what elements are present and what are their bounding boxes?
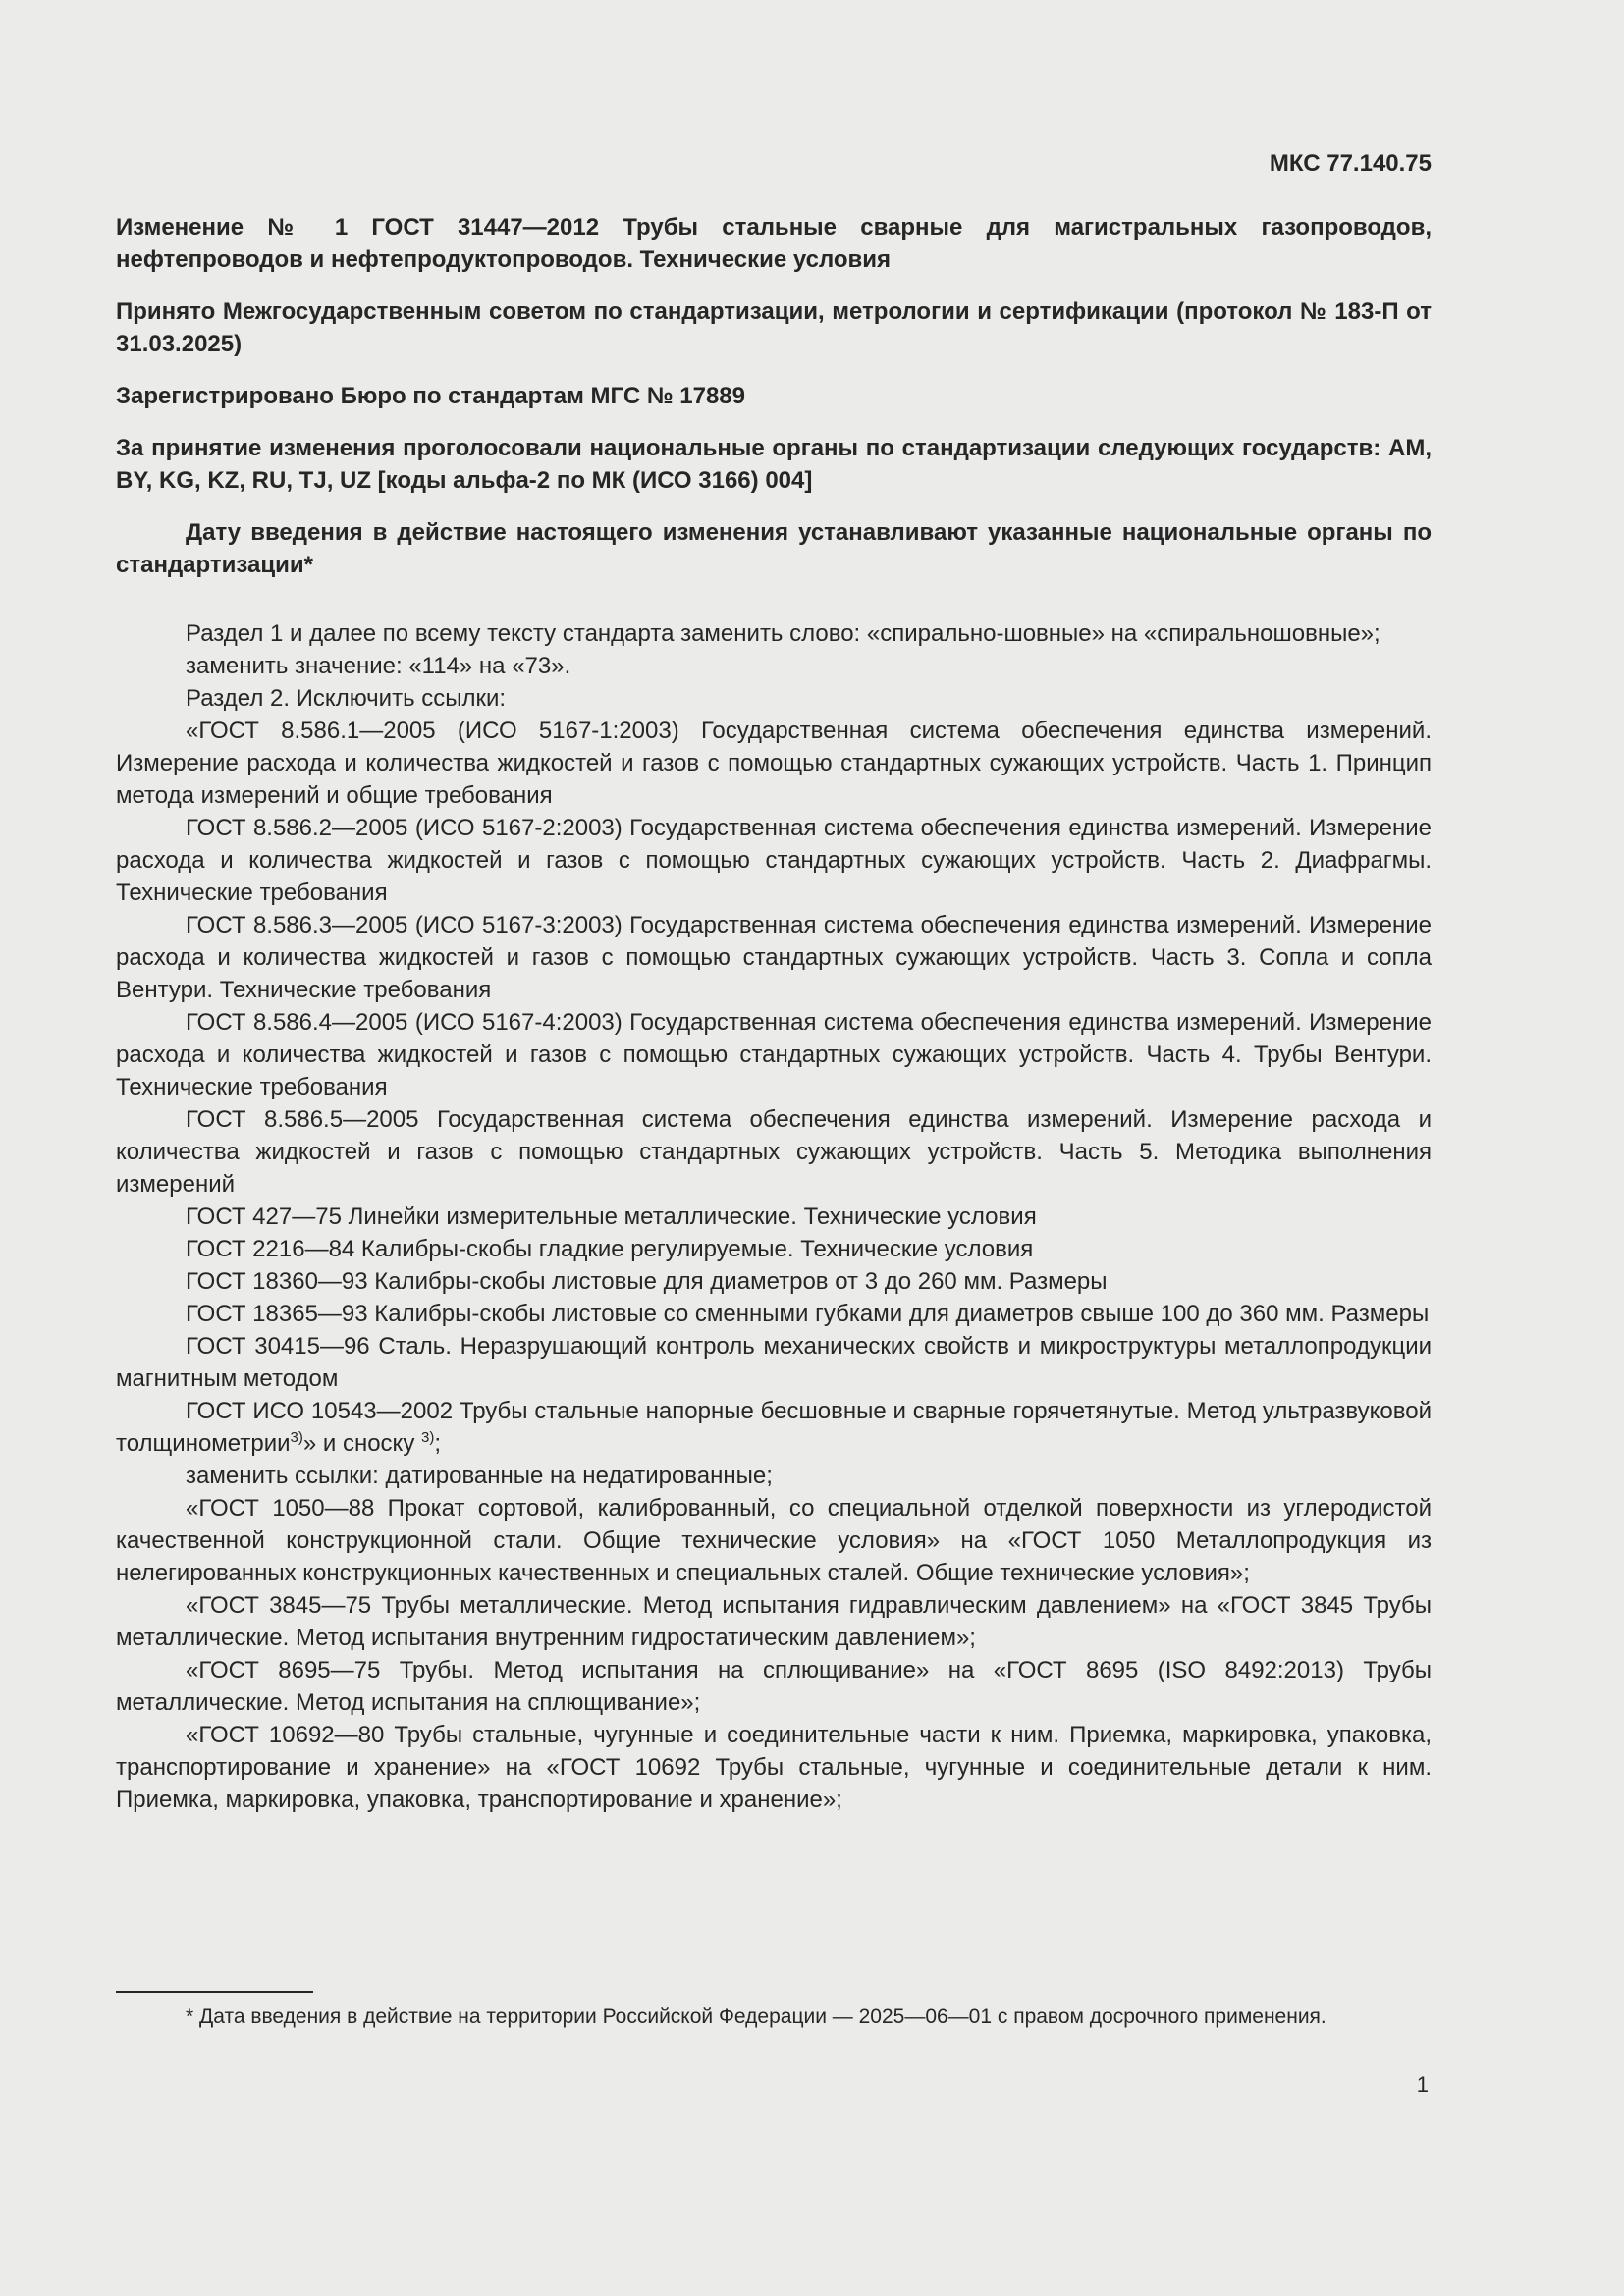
footnote-ref: 3) [421, 1429, 435, 1446]
footnote: * Дата введения в действие на территории Российской Федерации — 2025—06—01 с правом досрочного применения. [186, 2005, 1326, 2028]
body-paragraph: Раздел 1 и далее по всему тексту стандарта заменить слово: «спирально-шовные» на «спиральношовные»; [186, 620, 1380, 647]
amendment-body [116, 617, 1432, 1816]
body-paragraph: заменить значение: «114» на «73». [186, 653, 571, 679]
classification-code: МКС 77.140.75 [1269, 150, 1432, 177]
body-text: » и сноску [302, 1430, 421, 1457]
body-paragraph: ГОСТ 2216—84 Калибры-скобы гладкие регулируемые. Технические условия [186, 1236, 1034, 1262]
body-paragraph: «ГОСТ 1050—88 Прокат сортовой, калиброванный, со специальной отделкой поверхности из углеродистой качественной конструкционной стали. Общие технические условия» на «ГОСТ 1050 Металлопродукция из нелегированных конструкционных качественных и специальных сталей. Общие технические условия»; [116, 1495, 1432, 1586]
effective-date-note: Дату введения в действие настоящего изменения устанавливают указанные национальные органы по стандартизации* [116, 519, 1432, 578]
body-paragraph: заменить ссылки: датированные на недатированные; [186, 1463, 773, 1489]
body-paragraph: ГОСТ 30415—96 Сталь. Неразрушающий контроль механических свойств и микроструктуры металлопродукции магнитным методом [116, 1333, 1432, 1392]
page-number: 1 [1416, 2072, 1429, 2097]
body-paragraph: ГОСТ 8.586.5—2005 Государственная система обеспечения единства измерений. Измерение расхода и количества жидкостей и газов с помощью стандартных сужающих устройств. Часть 5. Методика выполнения измерений [116, 1106, 1432, 1198]
voting-note: За принятие изменения проголосовали национальные органы по стандартизации следующих государств: AM, BY, KG, KZ, RU, TJ, UZ [коды альфа-2 по МК (ИСО 3166) 004] [116, 435, 1432, 494]
registration-note: Зарегистрировано Бюро по стандартам МГС № 17889 [116, 383, 745, 409]
body-paragraph: ГОСТ 427—75 Линейки измерительные металлические. Технические условия [186, 1203, 1037, 1230]
body-paragraph: «ГОСТ 10692—80 Трубы стальные, чугунные и соединительные части к ним. Приемка, маркировка, упаковка, транспортирование и хранение» на «ГОСТ 10692 Трубы стальные, чугунные и соединительные детали к ним. Приемка, маркировка, упаковка, транспортирование и хранение»; [116, 1722, 1432, 1813]
body-text: ГОСТ ИСО 10543—2002 Трубы стальные напорные бесшовные и сварные горячетянутые. Метод ультразвуковой толщинометрии [116, 1398, 1432, 1457]
body-text: ; [434, 1430, 442, 1457]
body-paragraph: Раздел 2. Исключить ссылки: [186, 685, 507, 712]
body-paragraph: «ГОСТ 3845—75 Трубы металлические. Метод испытания гидравлическим давлением» на «ГОСТ 3845 Трубы металлические. Метод испытания внутренним гидростатическим давлением»; [116, 1592, 1432, 1651]
body-paragraph: «ГОСТ 8.586.1—2005 (ИСО 5167-1:2003) Государственная система обеспечения единства измерений. Измерение расхода и количества жидкостей и газов с помощью стандартных сужающих устройств. Часть 1. Принцип метода измерений и общие требования [116, 718, 1432, 809]
body-paragraph: ГОСТ 18360—93 Калибры-скобы листовые для диаметров от 3 до 260 мм. Размеры [186, 1268, 1108, 1295]
body-paragraph: ГОСТ 8.586.4—2005 (ИСО 5167-4:2003) Государственная система обеспечения единства измерений. Измерение расхода и количества жидкостей и газов с помощью стандартных сужающих устройств. Часть 4. Трубы Вентури. Технические требования [116, 1009, 1432, 1100]
body-paragraph: ГОСТ 18365—93 Калибры-скобы листовые со сменными губками для диаметров свыше 100 до 360 мм. Размеры [186, 1301, 1430, 1327]
footnote-ref: 3) [290, 1429, 303, 1446]
body-paragraph: ГОСТ 8.586.2—2005 (ИСО 5167-2:2003) Государственная система обеспечения единства измерений. Измерение расхода и количества жидкостей и газов с помощью стандартных сужающих устройств. Часть 2. Диафрагмы. Технические требования [116, 815, 1432, 906]
body-paragraph: «ГОСТ 8695—75 Трубы. Метод испытания на сплющивание» на «ГОСТ 8695 (ISO 8492:2013) Трубы металлические. Метод испытания на сплющивание»; [116, 1657, 1432, 1716]
body-paragraph [116, 1395, 1432, 1460]
body-paragraph: ГОСТ 8.586.3—2005 (ИСО 5167-3:2003) Государственная система обеспечения единства измерений. Измерение расхода и количества жидкостей и газов с помощью стандартных сужающих устройств. Часть 3. Сопла и сопла Вентури. Технические требования [116, 912, 1432, 1003]
adoption-note: Принято Межгосударственным советом по стандартизации, метрологии и сертификации (протокол № 183-П от 31.03.2025) [116, 298, 1432, 357]
amendment-title: Изменение № 1 ГОСТ 31447—2012 Трубы стальные сварные для магистральных газопроводов, нефтепроводов и нефтепродуктопроводов. Технические условия [116, 214, 1432, 273]
footnote-divider [116, 1991, 313, 1993]
